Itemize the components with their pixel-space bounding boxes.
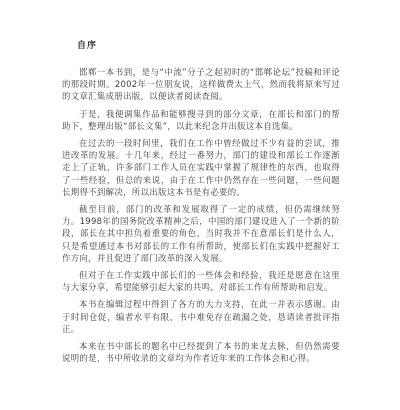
- paragraph: 本来在书中部长的题名中已经提到了本书的来龙去脉，但仍然需要说明的是，书中所收录的文章均为作者近年来的工作体会和心得。: [62, 341, 340, 364]
- preface-body: [62, 66, 340, 369]
- paragraph: 在过去的一段时间里，我们在工作中曾经做过不少有益的尝试，推进改革的发展。十几年来，经过一番努力，部门的建设和部长工作逐渐走上了正轨，许多部门工作人员在实践中掌握了规律性的东西，也取得了一些经验，但总的来说，由于在工作中仍然存在一些问题，一些问题长期得不到解决，所以出版这本书是有必要的。: [62, 138, 340, 197]
- paragraph: 邯郸一本书到，是与“中流”分子之起初时的“邯郸论坛”投稿和评论的那段时期。2002年一位朋友说，这样做费太上气，然而我将原来写过的文章汇集成册出版，以便读者阅读查阅。: [62, 67, 340, 102]
- paragraph: 本书在编辑过程中得到了各方的大力支持，在此一并表示感谢。由于时间仓促，编者水平有限，书中难免存在疏漏之处，恳请读者批评指正。: [62, 299, 340, 334]
- preface-heading: 自序: [77, 41, 98, 51]
- paragraph: 于是，我便调集作品和能够搜寻到的部分文章，在部长和部门的帮助下，整理出版“部长文集”，以此来纪念并出版这本自选集。: [62, 108, 340, 131]
- paragraph: 截至目前，部门的改革和发展取得了一定的成绩，但仍需继续努力。1998年的国务院改革精神之后，中国的部门建设进入了一个新的阶段，部长在其中担负着重要的角色，当时我并不在意部长们是什么人，只是希望通过本书对部长的工作有所帮助，使部长们在实践中把握好工作方向，并且促进了部门改革的深入发展。: [62, 204, 340, 263]
- paragraph: 但对于在工作实践中部长们的一些体会和经验，我还是愿意在这里与大家分享，希望能够引起大家的共鸣，对部长工作有所帮助和启发。: [62, 270, 340, 293]
